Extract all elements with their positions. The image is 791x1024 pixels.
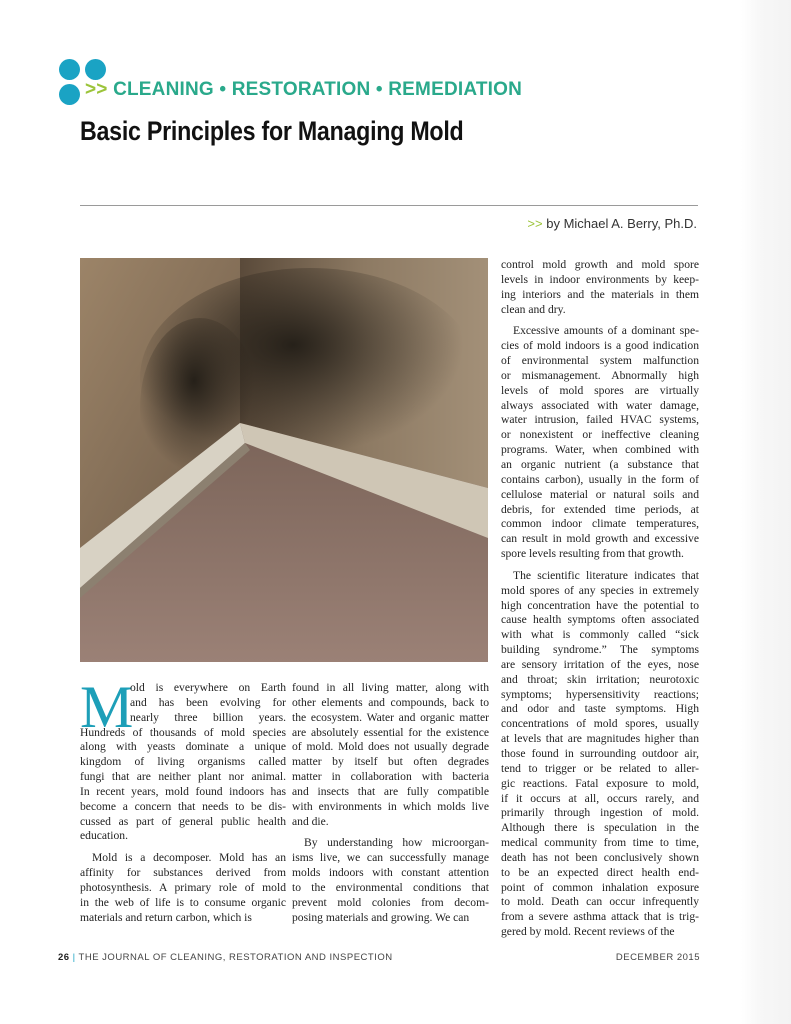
text-line: molds indoors with constant attention: [292, 866, 489, 880]
dot-icon: [59, 84, 80, 105]
text-line: to be an expected direct health end-: [501, 865, 699, 879]
paragraph: [501, 258, 699, 317]
text-line: cussed as part of general public health: [80, 814, 286, 828]
text-line: The scientific literature indicates that: [513, 568, 699, 582]
text-line: fungi that are neither plant nor animal.: [80, 770, 286, 784]
text-line: to mold. Death can occur infrequently: [501, 895, 699, 909]
text-line: materials and return carbon, which is: [80, 910, 252, 924]
text-line: spore levels resulting from that growth.: [501, 547, 684, 561]
article-title: Basic Principles for Managing Mold: [80, 116, 464, 146]
text-line: or mismanagement. Abnormally high: [501, 368, 699, 382]
text-line: symptoms; hypersensitivity reactions;: [501, 687, 699, 701]
text-line: affinity for substances derived from: [80, 866, 286, 880]
text-line: and throat; skin irritation; neurotoxic: [501, 672, 699, 686]
divider: [80, 205, 698, 206]
text-line: are absolutely essential for the existence: [292, 725, 489, 739]
byline-text: by Michael A. Berry, Ph.D.: [546, 216, 697, 231]
text-line: if it occurs at all, occurs rarely, and: [501, 791, 699, 805]
text-line: high concentration have the potential to: [501, 598, 699, 612]
byline: [527, 216, 697, 231]
text-line: death has not been conclusively shown: [501, 850, 699, 864]
text-line: contains carbon), usually in the form of: [501, 472, 699, 486]
text-line: nearly three billion years.: [130, 710, 286, 724]
paragraph: [501, 569, 699, 940]
text-line: Hundreds of thousands of mold species: [80, 725, 286, 739]
dot-icon: [59, 59, 80, 80]
text-line: of environmental system malfunction: [501, 354, 699, 368]
footer-left: [58, 952, 393, 963]
paragraph-gap: [501, 562, 699, 569]
text-line: levels of mold spores are virtually: [501, 383, 699, 397]
paragraph: [80, 851, 286, 925]
text-line: cellulose material or natural soils and: [501, 487, 699, 501]
paragraph-gap: [501, 317, 699, 324]
text-line: to the environmental conditions that: [292, 880, 489, 894]
text-line: mold spores of any species in extremely: [501, 583, 699, 597]
text-line: at levels that are magnitudes higher than: [501, 732, 699, 746]
text-line: an organic nutrient (a substance that: [501, 457, 699, 471]
text-line: other elements and compounds, back to: [292, 695, 489, 709]
paragraph-gap: [292, 829, 489, 836]
text-line: point of common inhalation exposure: [501, 880, 699, 894]
text-line: in the web of life is to consume organic: [80, 895, 286, 909]
text-line: By understanding how microorgan-: [304, 836, 489, 850]
text-line: matter in collaboration with bacteria: [292, 770, 489, 784]
separator: |: [72, 952, 76, 963]
text-line: posing materials and growing. We can: [292, 910, 470, 924]
text-line: medical community from time to time,: [501, 836, 699, 850]
text-line: or nonexistent or ineffective cleaning: [501, 428, 699, 442]
text-line: the ecosystem. Water and organic matter: [292, 710, 489, 724]
text-line: along with yeasts dominate a unique: [80, 740, 286, 754]
text-line: and odor and taste symptoms. High: [501, 702, 699, 716]
text-line: control mold growth and mold spore: [501, 258, 699, 271]
text-line: gic reactions. Fatal exposure to mold,: [501, 776, 699, 790]
text-line: with what is commonly called “sick: [501, 628, 699, 642]
paragraph: [292, 836, 489, 925]
kicker-text: CLEANING • RESTORATION • REMEDIATION: [113, 79, 523, 100]
text-line: with environments in which molds live: [292, 799, 489, 813]
text-line: water intrusion, failed HVAC systems,: [501, 413, 699, 427]
text-line: and has been evolving for: [130, 695, 286, 709]
text-line: tend to trigger or be related to aller-: [501, 761, 699, 775]
text-line: can result in mold growth and excessive: [501, 532, 699, 546]
issue-date: DECEMBER 2015: [615, 952, 700, 963]
text-line: and die.: [292, 814, 329, 828]
text-line: common indoor climate temperatures,: [501, 517, 699, 531]
page-edge: [741, 0, 791, 1024]
section-kicker: [85, 79, 522, 101]
article-column-2: [292, 681, 489, 926]
text-line: clean and dry.: [501, 302, 566, 316]
text-line: kingdom of living organisms called: [80, 755, 286, 769]
text-line: become a concern that needs to be dis-: [80, 799, 286, 813]
text-line: concentrations of mold spores, usually: [501, 717, 699, 731]
text-line: cause health symptoms often associated: [501, 613, 699, 627]
text-line: levels in indoor environments by keep-: [501, 272, 699, 286]
text-line: are sensory irritation of the eyes, nose: [501, 657, 699, 671]
journal-name: THE JOURNAL OF CLEANING, RESTORATION AND INSPECTION: [78, 952, 393, 963]
text-line: Mold is a decomposer. Mold has an: [92, 851, 286, 865]
page-number: 26: [58, 952, 70, 963]
text-line: and insects that are fully compatible: [292, 784, 489, 798]
paragraph: [501, 324, 699, 562]
text-line: cies of mold indoors is a good indication: [501, 339, 699, 353]
text-line: In recent years, mold found indoors has: [80, 784, 286, 798]
text-line: education.: [80, 829, 128, 843]
text-line: gered by mold. Recent reviews of the: [501, 925, 675, 939]
text-line: those found in surrounding outdoor air,: [501, 747, 699, 760]
chevron-icon: >>: [85, 79, 108, 100]
text-line: photosynthesis. A primary role of mold: [80, 880, 286, 894]
text-line: old is everywhere on Earth: [130, 681, 286, 694]
text-line: primarily through ingestion of mold.: [501, 806, 699, 820]
drop-cap: M: [80, 674, 134, 740]
text-line: Excessive amounts of a dominant spe-: [513, 324, 699, 338]
paragraph: [80, 674, 286, 844]
article-column-1: [80, 674, 286, 926]
text-line: debris, for extended time periods, at: [501, 502, 699, 516]
text-line: found in all living matter, along with: [292, 681, 489, 694]
mold-corner-photo: [80, 258, 488, 662]
paragraph-gap: [80, 844, 286, 851]
text-line: isms live, we can successfully manage: [292, 851, 489, 865]
article-column-3: [501, 258, 699, 940]
dot-icon: [85, 59, 106, 80]
paragraph: [292, 681, 489, 829]
text-line: of mold. Mold does not usually degrade: [292, 740, 489, 754]
text-line: Although there is speculation in the: [501, 821, 699, 835]
chevron-icon: >>: [527, 216, 543, 231]
text-line: from a severe asthma attack that is trig-: [501, 910, 699, 924]
text-line: matter by itself but often degrades: [292, 755, 489, 769]
text-line: prevent mold colonies from decom-: [292, 895, 489, 909]
text-line: programs. Water, when combined with: [501, 443, 699, 457]
text-line: building syndrome.” The symptoms: [501, 643, 699, 657]
text-line: always associated with water damage,: [501, 398, 699, 412]
text-line: ing interiors and the materials in them: [501, 287, 699, 301]
